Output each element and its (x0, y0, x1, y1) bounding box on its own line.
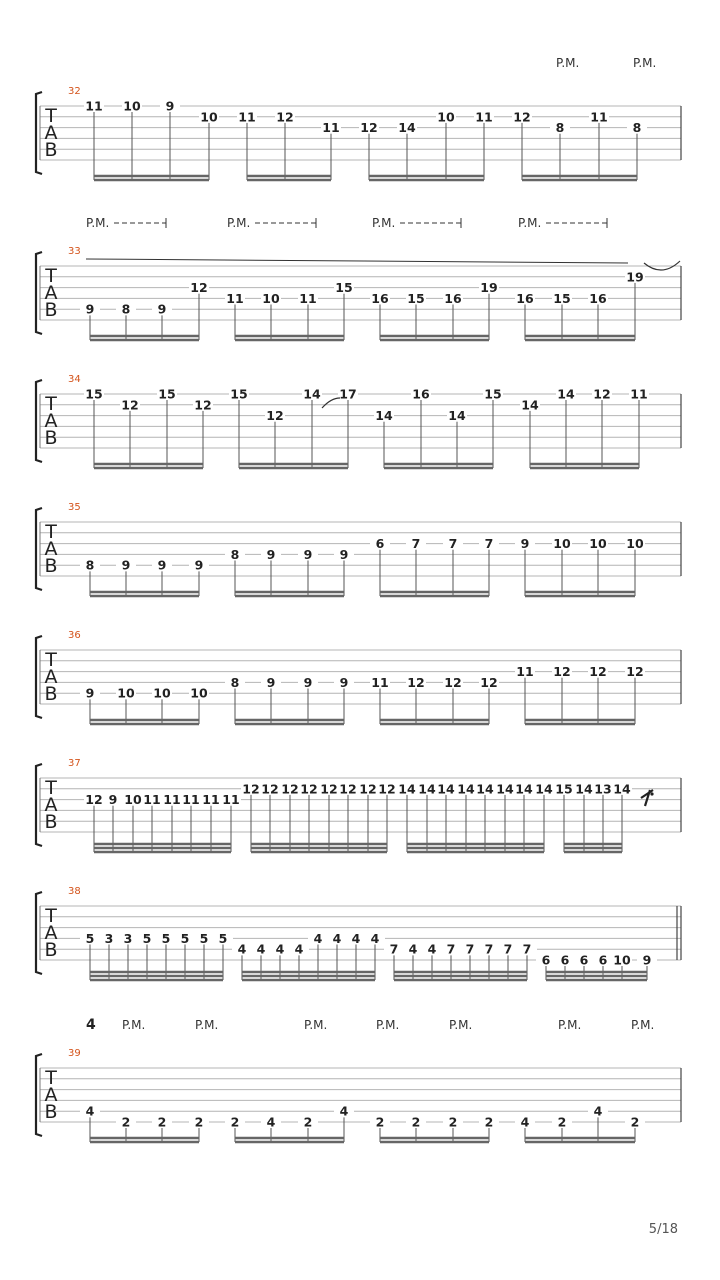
system-bracket (36, 1054, 42, 1136)
fret-number: 4 (351, 930, 361, 946)
tab-system (36, 374, 681, 468)
system-bracket (36, 892, 42, 974)
fret-number: 12 (593, 386, 611, 402)
fret-number: 5 (161, 930, 171, 946)
fret-number: 11 (299, 290, 317, 306)
fret-number: 4 (85, 1103, 95, 1119)
fret-number: 8 (121, 301, 131, 317)
tab-clef-letter: T (45, 649, 57, 671)
fret-number: 2 (484, 1114, 494, 1130)
tab-clef-letter: B (44, 811, 58, 833)
fret-number: 12 (589, 664, 607, 680)
slide-arc (322, 398, 340, 408)
fret-number: 15 (158, 386, 176, 402)
tab-clef-letter: A (44, 538, 58, 560)
fret-number: 7 (484, 941, 494, 957)
fret-number: 16 (516, 290, 534, 306)
fret-number: 9 (339, 674, 349, 690)
fret-number: 4 (237, 941, 247, 957)
fret-number: 8 (555, 120, 565, 136)
palm-mute-mark: P.M. (227, 216, 251, 230)
fret-number: 14 (375, 408, 393, 424)
fret-number: 4 (313, 930, 323, 946)
fret-number: 10 (626, 536, 644, 552)
fret-number: 4 (370, 930, 380, 946)
fret-number: 14 (457, 781, 475, 797)
fret-number: 6 (598, 952, 608, 968)
fret-number: 14 (575, 781, 593, 797)
fret-number: 12 (121, 397, 139, 413)
fret-number: 13 (594, 781, 612, 797)
fret-number: 15 (555, 781, 573, 797)
fret-number: 6 (375, 536, 385, 552)
system-bracket (36, 380, 42, 462)
fret-number: 10 (437, 109, 455, 125)
fret-number: 11 (182, 792, 200, 808)
tab-system (36, 56, 681, 180)
fret-number: 10 (190, 685, 208, 701)
fret-number: 6 (560, 952, 570, 968)
fret-number: 10 (262, 290, 280, 306)
tab-clef-letter: B (44, 683, 58, 705)
fret-number: 4 (593, 1103, 603, 1119)
fret-number: 10 (589, 536, 607, 552)
fret-number: 12 (242, 781, 260, 797)
fret-number: 9 (339, 546, 349, 562)
fret-number: 4 (332, 930, 342, 946)
fret-number: 12 (190, 280, 208, 296)
fret-number: 14 (521, 397, 539, 413)
fret-number: 10 (200, 109, 218, 125)
tab-system (36, 758, 681, 852)
tab-clef-letter: T (45, 265, 57, 287)
palm-mute-mark: P.M. (449, 1018, 473, 1032)
tab-clef-letter: A (44, 922, 58, 944)
fret-number: 14 (557, 386, 575, 402)
fret-number: 4 (427, 941, 437, 957)
fret-number: 5 (218, 930, 228, 946)
tab-clef-letter: T (45, 1067, 57, 1089)
fret-number: 2 (557, 1114, 567, 1130)
fret-number: 2 (411, 1114, 421, 1130)
fret-number: 12 (407, 674, 425, 690)
fret-number: 17 (339, 386, 357, 402)
palm-mute-mark: P.M. (122, 1018, 146, 1032)
fret-number: 12 (194, 397, 212, 413)
measure-number: 33 (68, 246, 81, 257)
fret-number: 16 (371, 290, 389, 306)
fret-number: 2 (121, 1114, 131, 1130)
fret-number: 11 (371, 674, 389, 690)
fret-number: 19 (480, 280, 498, 296)
fret-number: 12 (553, 664, 571, 680)
system-bracket (36, 508, 42, 590)
fret-number: 2 (630, 1114, 640, 1130)
fret-number: 4 (339, 1103, 349, 1119)
fret-number: 14 (448, 408, 466, 424)
measure-number: 34 (68, 374, 81, 385)
fret-number: 14 (535, 781, 553, 797)
fret-number: 2 (157, 1114, 167, 1130)
fret-number: 6 (541, 952, 551, 968)
tab-system (36, 886, 681, 980)
fret-number: 9 (520, 536, 530, 552)
fret-number: 15 (85, 386, 103, 402)
fret-number: 2 (194, 1114, 204, 1130)
fret-number: 12 (320, 781, 338, 797)
fret-number: 14 (496, 781, 514, 797)
fret-number: 9 (121, 557, 131, 573)
fret-number: 7 (503, 941, 513, 957)
palm-mute-mark: P.M. (195, 1018, 219, 1032)
fret-number: 12 (261, 781, 279, 797)
fret-number: 5 (199, 930, 209, 946)
fret-number: 9 (266, 674, 276, 690)
tab-clef-letter: T (45, 777, 57, 799)
fret-number: 9 (165, 98, 175, 114)
fret-number: 7 (484, 536, 494, 552)
measure-number: 36 (68, 630, 81, 641)
fret-number: 12 (359, 781, 377, 797)
fret-number: 9 (303, 546, 313, 562)
fret-number: 14 (398, 781, 416, 797)
palm-mute-mark: P.M. (86, 216, 110, 230)
fret-number: 15 (484, 386, 502, 402)
fret-number: 10 (153, 685, 171, 701)
tab-clef-letter: B (44, 1101, 58, 1123)
measure-number: 32 (68, 86, 81, 97)
fret-number: 11 (322, 120, 340, 136)
tab-clef-letter: T (45, 393, 57, 415)
fret-number: 12 (360, 120, 378, 136)
fret-number: 12 (85, 792, 103, 808)
fret-number: 11 (202, 792, 220, 808)
tab-clef-letter: B (44, 139, 58, 161)
fret-number: 2 (375, 1114, 385, 1130)
fret-number: 11 (516, 664, 534, 680)
fret-number: 2 (230, 1114, 240, 1130)
palm-mute-mark: P.M. (631, 1018, 655, 1032)
fret-number: 11 (85, 98, 103, 114)
fret-number: 11 (222, 792, 240, 808)
fret-number: 12 (276, 109, 294, 125)
fret-number: 10 (553, 536, 571, 552)
tie-line (86, 259, 628, 263)
fret-number: 12 (513, 109, 531, 125)
fret-number: 9 (642, 952, 652, 968)
palm-mute-mark: P.M. (556, 56, 580, 70)
fret-number: 9 (194, 557, 204, 573)
system-bracket (36, 636, 42, 718)
fret-number: 19 (626, 269, 644, 285)
palm-mute-mark: P.M. (304, 1018, 328, 1032)
fret-number: 15 (230, 386, 248, 402)
fret-number: 11 (238, 109, 256, 125)
tab-clef-letter: A (44, 122, 58, 144)
fret-number: 2 (303, 1114, 313, 1130)
fret-number: 14 (476, 781, 494, 797)
fret-number: 11 (475, 109, 493, 125)
fret-number: 14 (437, 781, 455, 797)
tab-clef-letter: A (44, 666, 58, 688)
fret-number: 14 (418, 781, 436, 797)
fret-number: 9 (85, 685, 95, 701)
fret-number: 7 (446, 941, 456, 957)
fret-number: 16 (589, 290, 607, 306)
tab-clef-letter: B (44, 555, 58, 577)
fret-number: 3 (104, 930, 114, 946)
fret-number: 11 (163, 792, 181, 808)
tab-system (36, 630, 681, 724)
fret-number: 15 (553, 290, 571, 306)
tab-clef-letter: T (45, 905, 57, 927)
fret-number: 5 (85, 930, 95, 946)
fret-number: 12 (300, 781, 318, 797)
fret-number: 14 (398, 120, 416, 136)
fret-number: 4 (294, 941, 304, 957)
fret-number: 14 (613, 781, 631, 797)
palm-mute-mark: P.M. (633, 56, 657, 70)
tab-clef-letter: A (44, 794, 58, 816)
fret-number: 9 (157, 301, 167, 317)
tab-system (36, 1017, 681, 1142)
page-number: 5/18 (648, 1222, 678, 1237)
tab-system (36, 502, 681, 596)
system-bracket (36, 764, 42, 846)
fret-number: 12 (480, 674, 498, 690)
fret-number: 6 (579, 952, 589, 968)
fret-number: 16 (444, 290, 462, 306)
fret-number: 11 (226, 290, 244, 306)
fret-number: 11 (590, 109, 608, 125)
fret-number: 5 (180, 930, 190, 946)
fret-number: 9 (266, 546, 276, 562)
fret-number: 4 (520, 1114, 530, 1130)
fret-number: 12 (444, 674, 462, 690)
fret-number: 12 (266, 408, 284, 424)
tab-clef-letter: A (44, 282, 58, 304)
fret-number: 15 (335, 280, 353, 296)
fret-number: 8 (230, 674, 240, 690)
fret-number: 8 (632, 120, 642, 136)
fret-number: 7 (389, 941, 399, 957)
fret-number: 11 (630, 386, 648, 402)
fret-number: 9 (85, 301, 95, 317)
system-bracket (36, 252, 42, 334)
tab-system (36, 216, 681, 340)
fret-number: 2 (448, 1114, 458, 1130)
fret-number: 4 (266, 1114, 276, 1130)
fret-number: 16 (412, 386, 430, 402)
fret-number: 4 (408, 941, 418, 957)
fret-number: 12 (339, 781, 357, 797)
system-bracket (36, 92, 42, 174)
fret-number: 9 (157, 557, 167, 573)
fret-number: 7 (448, 536, 458, 552)
measure-number: 39 (68, 1048, 81, 1059)
fret-number: 9 (303, 674, 313, 690)
palm-mute-mark: P.M. (518, 216, 542, 230)
fret-number: 14 (515, 781, 533, 797)
tab-clef-letter: B (44, 427, 58, 449)
fret-number: 10 (613, 952, 631, 968)
tab-clef-letter: A (44, 410, 58, 432)
tab-clef-letter: A (44, 1084, 58, 1106)
measure-number: 37 (68, 758, 81, 769)
tab-clef-letter: B (44, 299, 58, 321)
fret-number: 12 (378, 781, 396, 797)
fret-number: 12 (626, 664, 644, 680)
rest-mark (641, 790, 653, 806)
tab-clef-letter: T (45, 521, 57, 543)
palm-mute-mark: P.M. (558, 1018, 582, 1032)
fret-number: 7 (411, 536, 421, 552)
fret-number: 8 (85, 557, 95, 573)
fret-number: 7 (522, 941, 532, 957)
fret-number: 10 (117, 685, 135, 701)
tab-clef-letter: T (45, 105, 57, 127)
fret-number: 14 (303, 386, 321, 402)
rest-dot (650, 792, 653, 795)
measure-number: 35 (68, 502, 81, 513)
fret-number: 9 (108, 792, 118, 808)
fret-number: 12 (281, 781, 299, 797)
palm-mute-mark: P.M. (376, 1018, 400, 1032)
fret-number: 3 (123, 930, 133, 946)
fret-number: 10 (124, 792, 142, 808)
tab-clef-letter: B (44, 939, 58, 961)
fret-number: 7 (465, 941, 475, 957)
fret-number: 8 (230, 546, 240, 562)
fret-number: 5 (142, 930, 152, 946)
palm-mute-mark: P.M. (372, 216, 396, 230)
fret-number: 4 (275, 941, 285, 957)
fret-number: 15 (407, 290, 425, 306)
fret-number: 10 (123, 98, 141, 114)
tuplet-number: 4 (86, 1017, 96, 1033)
measure-number: 38 (68, 886, 81, 897)
fret-number: 4 (256, 941, 266, 957)
fret-number: 11 (143, 792, 161, 808)
